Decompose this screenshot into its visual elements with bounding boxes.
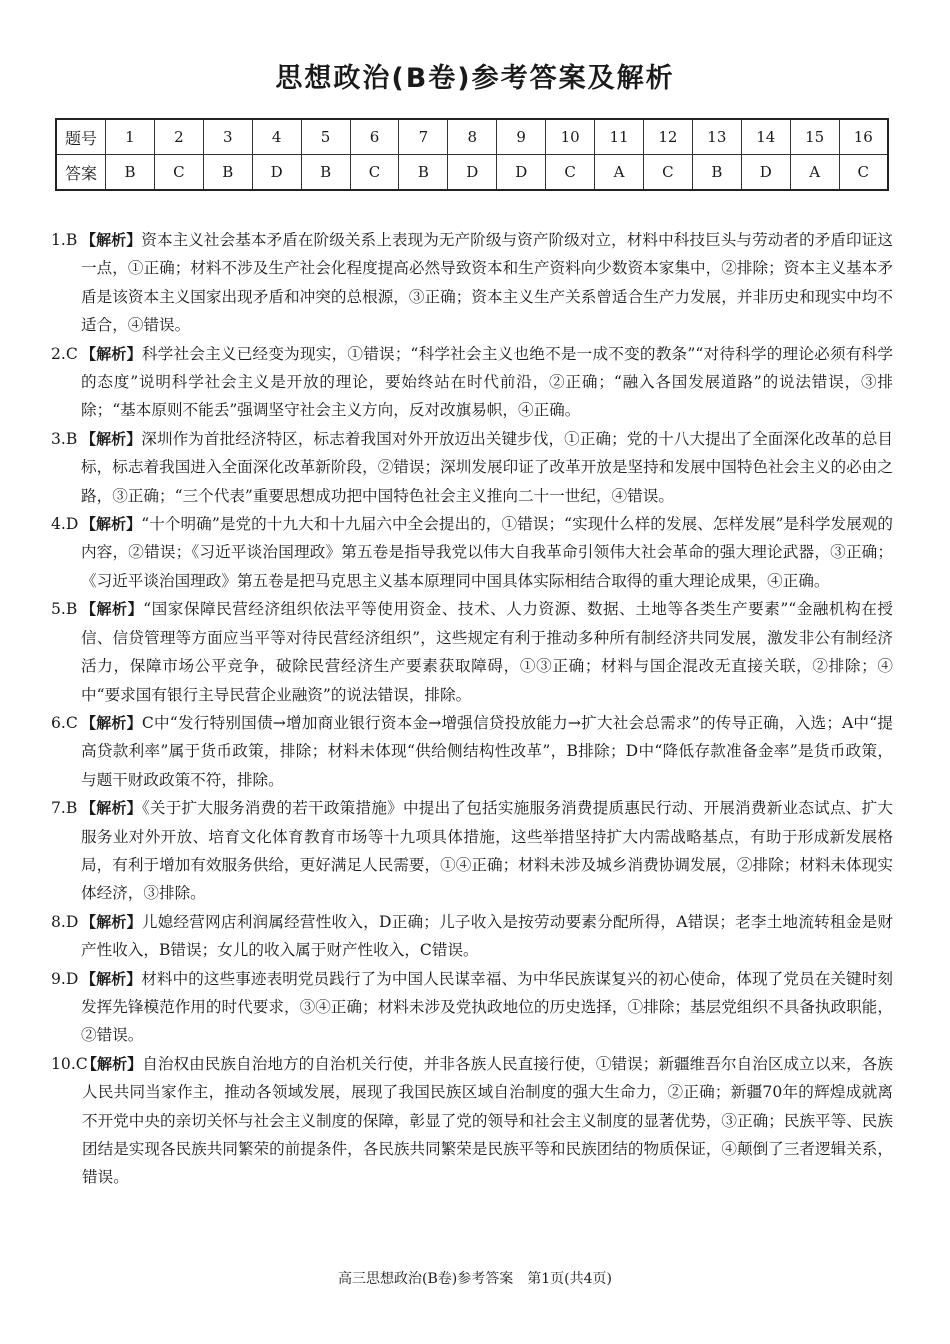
answer-cell: C <box>643 155 692 191</box>
analysis-tag: 【解析】 <box>81 231 142 249</box>
item-number: 5.B <box>51 600 78 619</box>
item-text: 深圳作为首批经济特区，标志着我国对外开放迈出关键步伐，①正确；党的十八大提出了全面深化改革的总目标，标志着我国进入全面深化改革新阶段，②错误；深圳发展印证了改革开放是坚持和发展中国特色社会主义的必由之路，③正确；“三个代表”重要思想成功把中国特色社会主义推向二十一世纪，④错误。 <box>81 429 893 505</box>
question-number-cell: 3 <box>203 119 252 155</box>
item-text: 科学社会主义已经变为现实，①错误；“科学社会主义也绝不是一成不变的教条”“对待科学的理论必须有科学的态度”说明科学社会主义是开放的理论，要始终站在时代前沿，②正确；“融入各国发展道路”的说法错误，③排除；“基本原则不能丢”强调坚守社会主义方向，反对改旗易帜，④正确。 <box>81 344 893 420</box>
row-label-answer: 答案 <box>56 155 106 191</box>
question-number-cell: 9 <box>497 119 546 155</box>
question-number-cell: 15 <box>790 119 839 155</box>
answer-cell: A <box>790 155 839 191</box>
answer-cell: B <box>203 155 252 191</box>
question-number-cell: 4 <box>252 119 301 155</box>
explanation-item <box>51 709 893 794</box>
analysis-tag: 【解析】 <box>82 1054 143 1073</box>
explanation-list <box>51 226 893 1192</box>
item-number: 6.C <box>51 713 78 732</box>
item-text: C中“发行特别国债→增加商业银行资本金→增强信贷投放能力→扩大社会总需求”的传导正确，入选；A中“提高贷款利率”属于货币政策，排除；材料未体现“供给侧结构性改革”，B排除；D中“降低存款准备金率”是货币政策，与题干财政政策不符，排除。 <box>81 713 893 789</box>
answer-cell: B <box>399 155 448 191</box>
item-number: 4.D <box>51 515 79 534</box>
item-number: 10.C <box>51 1054 88 1073</box>
question-number-cell: 8 <box>448 119 497 155</box>
question-number-cell: 6 <box>350 119 399 155</box>
question-number-cell: 16 <box>839 119 888 155</box>
question-number-cell: 1 <box>106 119 155 155</box>
answer-cell: C <box>154 155 203 191</box>
answer-cell: C <box>350 155 399 191</box>
explanation-item <box>51 965 893 1050</box>
analysis-tag: 【解析】 <box>81 429 142 448</box>
question-number-cell: 13 <box>692 119 741 155</box>
item-number: 3.B <box>51 429 78 448</box>
analysis-tag: 【解析】 <box>81 344 142 363</box>
question-number-cell: 14 <box>741 119 790 155</box>
answer-cell: D <box>741 155 790 191</box>
question-number-cell: 11 <box>595 119 644 155</box>
answer-cell: D <box>497 155 546 191</box>
question-number-cell: 12 <box>643 119 692 155</box>
explanation-item <box>51 340 893 425</box>
explanation-item <box>51 794 893 908</box>
item-text: “国家保障民营经济组织依法平等使用资金、技术、人力资源、数据、土地等各类生产要素”“金融机构在授信、信贷管理等方面应当平等对待民营经济组织”，这些规定有利于推动多种所有制经济共同发展，激发非公有制经济活力，保障市场公平竞争，破除民营经济生产要素获取障碍，①③正确；材料与国企混改无直接关联，②排除；④中“要求国有银行主导民营企业融资”的说法错误，排除。 <box>81 600 893 704</box>
item-text: 自治权由民族自治地方的自治机关行使，并非各族人民直接行使，①错误；新疆维吾尔自治区成立以来，各族人民共同当家作主，推动各领域发展，展现了我国民族区域自治制度的强大生命力，②正确；新疆70年的辉煌成就离不开党中央的亲切关怀与社会主义制度的保障，彰显了党的领导和社会主义制度的显著优势，③正确；民族平等、民族团结是实现各民族共同繁荣的前提条件，各民族共同繁荣是民族平等和民族团结的物质保证，④颠倒了三者逻辑关系，错误。 <box>82 1054 893 1187</box>
analysis-tag: 【解析】 <box>81 600 144 619</box>
analysis-tag: 【解析】 <box>81 515 142 534</box>
explanation-item <box>51 510 893 595</box>
answer-table <box>55 118 889 191</box>
item-number: 8.D <box>51 912 79 931</box>
analysis-tag: 【解析】 <box>81 912 142 931</box>
answer-row <box>56 155 888 191</box>
item-text: 材料中的这些事迹表明党员践行了为中国人民谋幸福、为中华民族谋复兴的初心使命，体现了党员在关键时刻发挥先锋模范作用的时代要求，③④正确；材料未涉及党执政地位的历史选择，①排除；基层党组织不具备执政职能，②错误。 <box>81 969 893 1045</box>
answer-cell: C <box>839 155 888 191</box>
answer-cell: D <box>448 155 497 191</box>
answer-cell: A <box>595 155 644 191</box>
explanation-item <box>51 226 893 340</box>
question-number-cell: 2 <box>154 119 203 155</box>
item-number: 2.C <box>51 344 78 363</box>
question-number-cell: 10 <box>546 119 595 155</box>
item-text: 儿媳经营网店利润属经营性收入，D正确；儿子收入是按劳动要素分配所得，A错误；老李土地流转租金是财产性收入，B错误；女儿的收入属于财产性收入，C错误。 <box>81 912 893 960</box>
answer-cell: C <box>546 155 595 191</box>
item-text: 《关于扩大服务消费的若干政策措施》中提出了包括实施服务消费提质惠民行动、开展消费新业态试点、扩大服务业对外开放、培育文化体育教育市场等十九项具体措施，这些举措坚持扩大内需战略基点，有助于形成新发展格局，有利于增加有效服务供给，更好满足人民需要，①④正确；材料未涉及城乡消费协调发展，②排除；材料未体现实体经济，③排除。 <box>81 799 893 903</box>
answer-cell: B <box>301 155 350 191</box>
answer-cell: D <box>252 155 301 191</box>
page-footer: 高三思想政治(B卷)参考答案 第1页(共4页) <box>338 1271 612 1287</box>
analysis-tag: 【解析】 <box>81 799 142 818</box>
item-number: 9.D <box>51 969 79 988</box>
answer-cell: B <box>692 155 741 191</box>
answer-cell: B <box>106 155 155 191</box>
row-label-question: 题号 <box>56 119 106 155</box>
analysis-tag: 【解析】 <box>81 713 142 732</box>
analysis-tag: 【解析】 <box>81 969 142 988</box>
item-number: 7.B <box>51 799 78 818</box>
question-number-cell: 7 <box>399 119 448 155</box>
explanation-item <box>51 595 893 709</box>
explanation-item <box>51 908 893 965</box>
item-text: “十个明确”是党的十九大和十九届六中全会提出的，①错误；“实现什么样的发展、怎样发展”是科学发展观的内容，②错误；《习近平谈治国理政》第五卷是指导我党以伟大自我革命引领伟大社会革命的强大理论武器，③正确；《习近平谈治国理政》第五卷是把马克思主义基本原理同中国具体实际相结合取得的重大理论成果，④正确。 <box>81 515 893 590</box>
explanation-item <box>51 1050 893 1192</box>
page-title: 思想政治(B卷)参考答案及解析 <box>275 63 675 94</box>
item-number: 1.B <box>51 231 78 249</box>
question-number-cell: 5 <box>301 119 350 155</box>
explanation-item <box>51 425 893 510</box>
item-text: 资本主义社会基本矛盾在阶级关系上表现为无产阶级与资产阶级对立，材料中科技巨头与劳动者的矛盾印证这一点，①正确；材料不涉及生产社会化程度提高必然导致资本和生产资料向少数资本家集中，②排除；资本主义基本矛盾是该资本主义国家出现矛盾和冲突的总根源，③正确；资本主义生产关系曾适合生产力发展，并非历史和现实中均不适合，④错误。 <box>81 231 893 335</box>
question-number-row <box>56 119 888 155</box>
